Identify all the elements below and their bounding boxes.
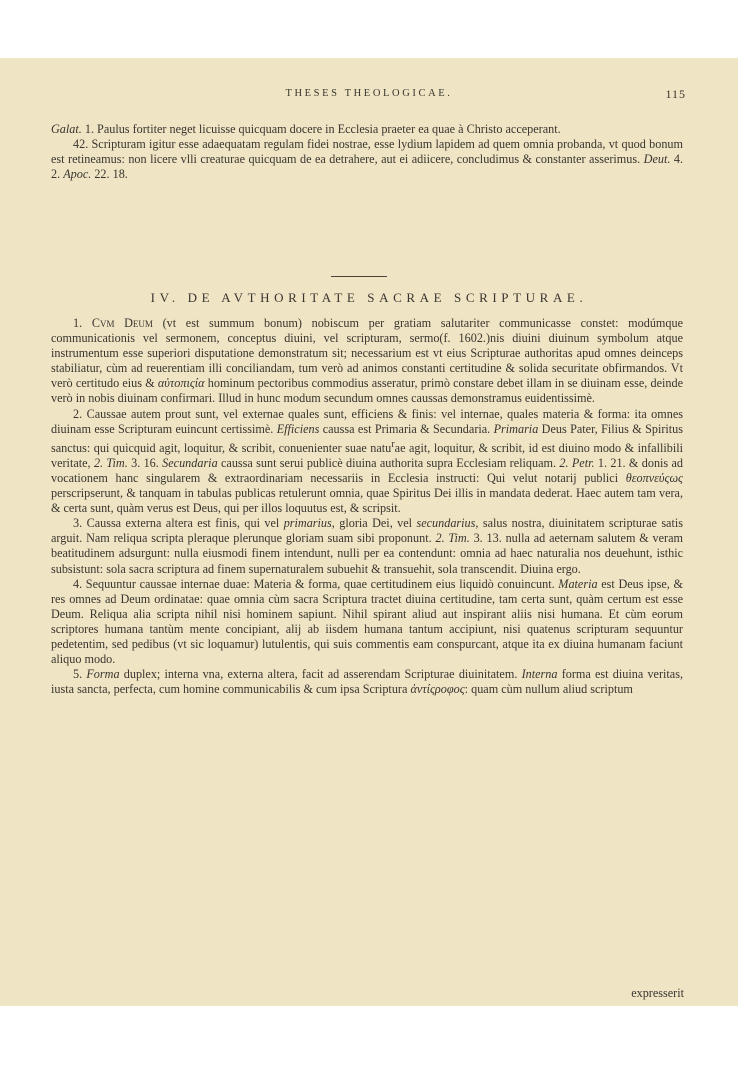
text-span: hominum pectoribus commodius asseratur, primò constare debet illam in se diuinam esse, deinde verò in nobis diuinam confirmari. Illud in hunc modum secundum omnes caussas demonstramus euidentissimè. [51, 376, 683, 406]
text-span: duplex; interna vna, externa altera, facit ad asserendam Scripturae diuinitatem. [119, 667, 522, 682]
raised-letter: r [391, 438, 395, 450]
term-primarius: primarius [283, 516, 332, 531]
book-page [0, 58, 738, 1006]
term-efficiens: Efficiens [276, 421, 320, 436]
term-interna: Interna [521, 667, 558, 682]
text-span: Deus Pater, Filius & Spiritus sanctus: qui quicquid agit, loquitur, & scribit, conuenienter suae natu [51, 421, 683, 455]
text-span: 5. [73, 667, 87, 682]
paragraph-galat-continuation [51, 122, 683, 137]
text-span: 3. Caussa externa altera est finis, qui vel [73, 516, 284, 531]
text-span: ae agit, loquitur, & scribit, id est diuino modo & infallibili veritate, [51, 440, 683, 470]
term-materia: Materia [558, 576, 598, 591]
greek-term: ἀντίςροφος [410, 682, 465, 697]
text-span: caussa est Primaria & Secundaria. [319, 421, 494, 436]
running-head [52, 88, 686, 104]
text-span: perscripserunt, & tanquam in tabulas publicas retulerunt omnia, quae Spiritus Dei illis in mandata dederat. Haec autem tam vera, & certa sunt, quàm verus est Deus, qui per illos loquutus est, & scripsit. [51, 486, 683, 516]
text-span: , salus nostra, diuinitatem scripturae satis arguit. Nam reliqua scripta pleraque plerunque gloriam suam sibi proponunt. [51, 516, 683, 546]
text-span: 1. 21. & donis ad vocationem hanc singularem & extraordinariam necessariis in Ecclesia instructi: Qui velut notarij publici [51, 455, 684, 485]
text-span: 2. Caussae autem prout sunt, vel externae quales sunt, efficiens & finis: vel internae, quales materia & forma: ita omnes diuinam esse Scripturam euincunt certissimè. [51, 406, 683, 436]
text-span: 1. Paulus fortiter neget licuisse quicquam docere in Ecclesia praeter ea quae à Christo acceperant. [81, 122, 561, 136]
greek-term: αὐτοπιςία [157, 376, 205, 391]
paragraph-4 [51, 577, 683, 668]
paragraph-3 [51, 516, 683, 576]
running-title: THESES THEOLOGICAE. [285, 88, 453, 99]
term-secundaria: Secundaria [162, 455, 218, 470]
text-span: est Deus ipse, & res omnes ad Deum ordinatae: quae omnia cùm sacra Scriptura tractet diuina certitudine, tam certa sunt, quàm certum est esse Deum. Reliqua alia scripta nihil nisi hominem sapiunt. Nihil spirant aliud aut inspirant aliis nisi humana. Et cùm eorum scriptores humana tantùm mente concipiant, alij ab iisdem humana tantum accipiunt, nisi quatenus scripturam sequuntur pedetentim, sed pedibus (vt sic loquamur) lutulentis, qui suis commentis eam conspurcant, atque ita ex diuina humanam faciunt aliquo modo. [51, 576, 683, 667]
reference-tim: 2. Tim. [93, 455, 128, 470]
paragraph-2 [51, 407, 683, 517]
reference-apoc: Apoc. [63, 167, 92, 182]
paragraph-42 [51, 137, 683, 182]
text-span: : quam cùm nullum aliud scriptum [464, 682, 633, 697]
reference-deut: Deut. [643, 152, 671, 167]
catchword: expresserit [631, 986, 684, 1000]
text-block-main [51, 316, 683, 697]
text-span: , gloria Dei, vel [331, 516, 417, 531]
paragraph-5 [51, 667, 683, 697]
page-number: 115 [665, 87, 686, 101]
reference-petr: 2. Petr. [559, 455, 595, 470]
reference-galat: Galat. [51, 122, 82, 136]
text-span: 3. 13. nulla ad aeternam salutem & veram beatitudinem adsurgunt: nulla eiusmodi finem intendunt, nulli per ea contendunt: omnia ad haec naturalia nos deuehunt, isthic subsistunt: sola sacra scriptura ad finem supernaturalem subuehit & transuehit, sola transcendit. Diuina ergo. [51, 531, 684, 576]
term-forma: Forma [86, 667, 120, 682]
text-span: 3. 16. [127, 455, 163, 470]
section-divider-rule [331, 276, 387, 277]
term-secundarius: secundarius [416, 516, 476, 531]
text-span: forma est diuina veritas, iusta sancta, perfecta, cum homine communicabilis & cum ipsa Scriptura [51, 667, 683, 697]
text-span: 42. Scripturam igitur esse adaequatam regulam fidei nostrae, esse lydium lapidem ad quem omnia probanda, vt quod bonum est retineamus: non licere vlli creaturae quicquam de ea detrahere, aut ei adiicere, concludimus & constanter asserimus. [51, 137, 683, 167]
text-span: caussa sunt serui publicè diuina authorita supra Ecclesiam reliquam. [217, 455, 560, 470]
section-heading: IV. DE AVTHORITATE SACRAE SCRIPTURAE. [150, 290, 588, 305]
text-span: 1. [73, 316, 92, 330]
text-span: (vt est summum bonum) nobiscum per gratiam salutariter communicasse constet: modúmque communicationis vel sermonem, conceptus diuini, vel scripturam, sermo(f. 1602.)nis diuini diuinum symbolum atque instrumentum esse superiori disputatione demonstratum sit; necessarium est vt eius Scripturae authoritas apud omnes deinceps stabiliatur, cùm ad reuerentiam illi conciliandam, tum verò ad animos constanti certitudine & solida securitate obfirmandos. Vt verò certitudo eius & [51, 316, 684, 391]
reference-tim: 2. Tim. [435, 531, 470, 546]
text-span: 4. 2. [51, 152, 684, 182]
greek-term: θεοπνεύςως [625, 471, 683, 485]
smallcaps-opening: Cvm Deum [91, 316, 153, 330]
text-span: 22. 18. [91, 167, 128, 182]
term-primaria: Primaria [493, 421, 539, 436]
text-block-top [51, 122, 683, 182]
text-span: 4. Sequuntur caussae internae duae: Materia & forma, quae certitudinem eius liquidò conuincunt. [73, 576, 559, 591]
paragraph-1 [51, 316, 683, 407]
